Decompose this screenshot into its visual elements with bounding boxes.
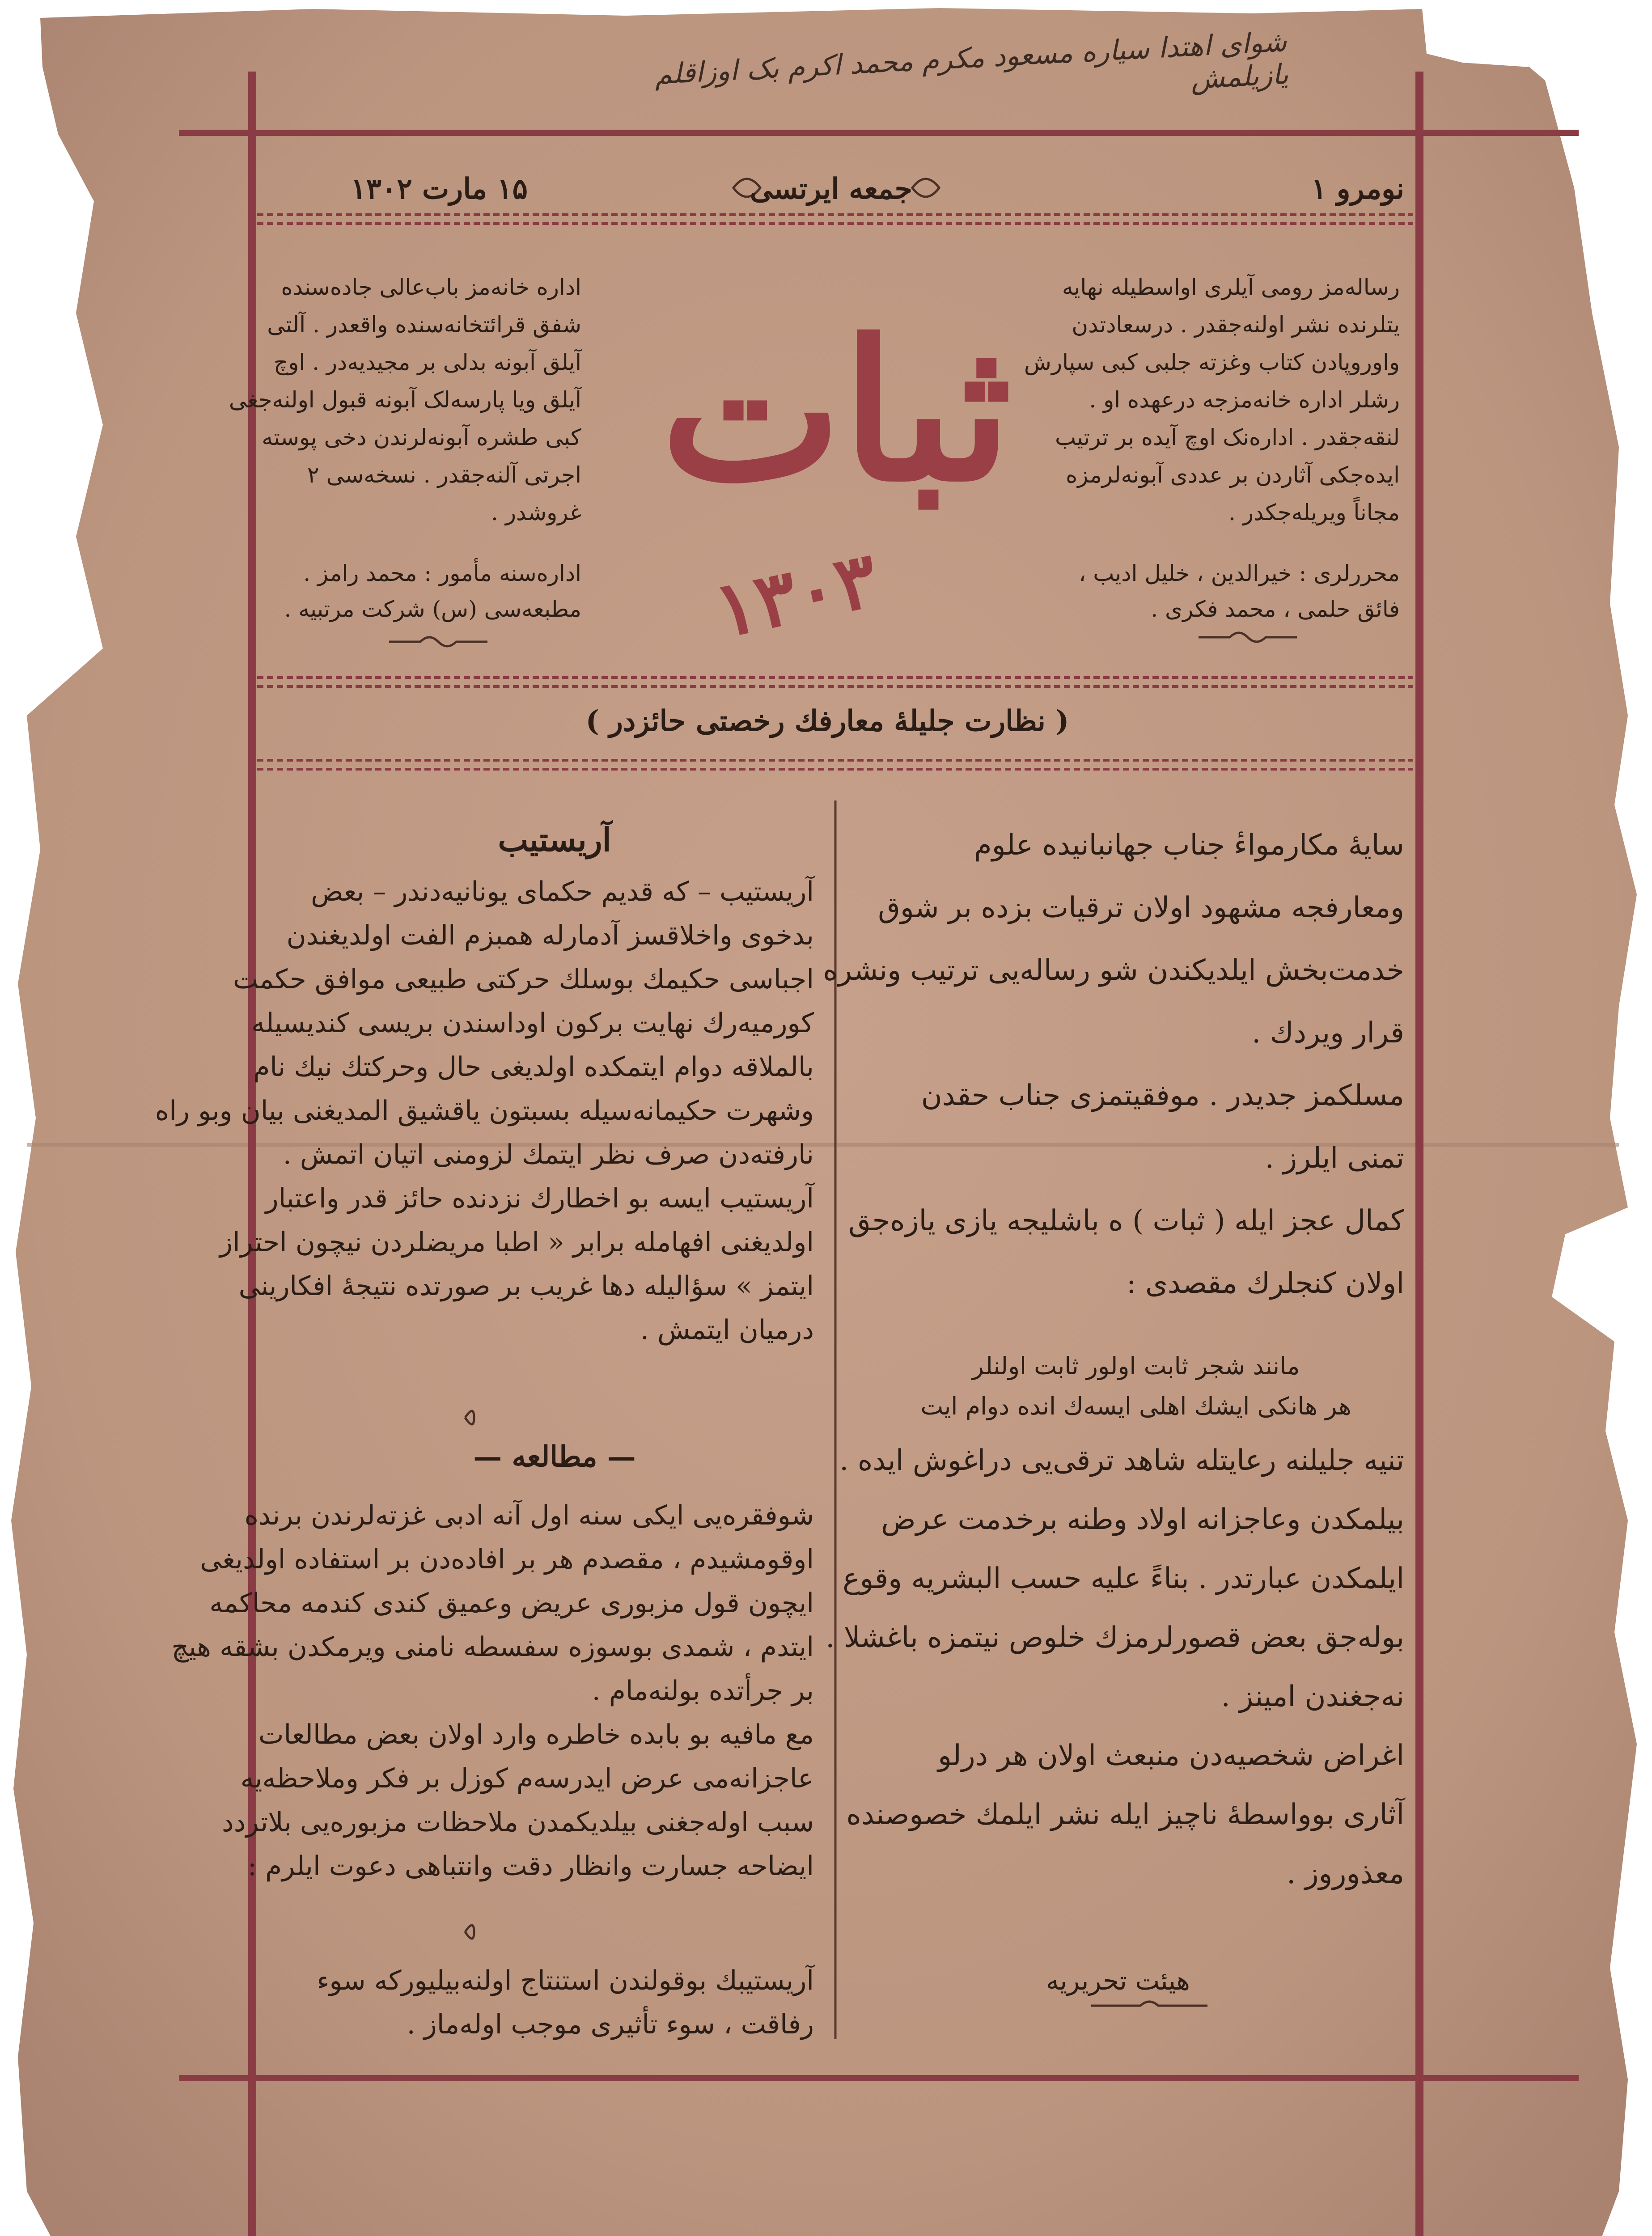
- left-info-line: شفق قرائتخانه‌سنده واقعدر . آلتی: [267, 312, 581, 338]
- text-line: تمنی ایلرز .: [1265, 1142, 1404, 1175]
- text-line: بیلمکدن وعاجزانه اولاد وطنه برخدمت عرض: [881, 1503, 1404, 1536]
- issue-number: نومرو ۱: [1311, 172, 1404, 206]
- right-info-line: مجاناً ویریله‌جکدر .: [1228, 500, 1400, 525]
- right-info-line: لنقه‌جقدر . اداره‌نک اوچ آیده بر ترتیب: [1055, 424, 1400, 450]
- right-info-line: رساله‌مز رومی آیلری اواسطیله نهایه: [1062, 274, 1400, 300]
- text-line: اجباسی حکیمك بوسلك حرکتی طبیعی موافق حکمت: [233, 964, 814, 995]
- editorial-intro: [823, 814, 1404, 1315]
- text-line: درمیان ایتمش .: [640, 1314, 814, 1346]
- editorial-body: [826, 1431, 1404, 1903]
- article-commentary: [171, 1494, 814, 1888]
- text-line: شوفقره‌یی ایکی سنه اول آنه ادبی غزته‌لرندن برنده: [244, 1500, 814, 1531]
- handwritten-note: شوای اهتدا سیاره مسعود مکرم محمد اکرم بک اوزاقلم یازیلمش: [653, 25, 1289, 96]
- verse-line: هر هانکی ایشك اهلی ایسه‌ك انده دوام ایت: [920, 1392, 1351, 1420]
- text-line: اغراض شخصیه‌دن منبعث اولان هر درلو: [938, 1739, 1404, 1772]
- masthead-year: ۱۳۰۳: [707, 534, 885, 656]
- printer-line: مطبعه‌سی (س) شرکت مرتبیه .: [284, 596, 581, 622]
- text-line: ایتدم ، شمدی بوسوزه سفسطه نامنی ویرمکدن بشقه هیچ: [171, 1631, 814, 1663]
- left-info-line: آیلق آبونه بدلی بر مجیدیه‌در . اوچ: [273, 349, 581, 375]
- masthead-title: ثبات: [661, 298, 1012, 524]
- text-line: آریستیب – که قدیم حکمای یونانیه‌دندر – بعض: [311, 876, 814, 907]
- left-info-line: کبی طشره آبونه‌لرندن دخی پوسته: [262, 424, 581, 450]
- text-line: ایتمز » سؤالیله دها غریب بر صورتده نتیجهٔ افکارینی: [238, 1270, 814, 1302]
- text-line: بر جرأتده بولنه‌مام .: [592, 1675, 814, 1707]
- text-line: بوله‌جق بعض قصورلرمزك خلوص نیتمزه باغشلا .: [826, 1621, 1404, 1654]
- section-subtitle: — مطالعه —: [473, 1440, 636, 1474]
- text-line: رفاقت ، سوء تأثیری موجب اوله‌ماز .: [407, 2009, 814, 2040]
- text-line: آریستیبك بوقولندن استنتاج اولنه‌بیلیورکه سوء: [317, 1965, 814, 1996]
- text-line: ایضاحه جسارت وانظار دقت وانتباهی دعوت ایلرم :: [247, 1851, 814, 1882]
- text-line: اولان کنجلرك مقصدی :: [1127, 1267, 1404, 1300]
- text-line: خدمت‌بخش ایلدیکندن شو رساله‌یی ترتیب ونشره: [823, 954, 1404, 987]
- text-line: بدخوی واخلاقسز آدمارله همبزم الفت اولدیغندن: [286, 920, 814, 951]
- right-info-line: ایده‌جکی آثاردن بر عددی آبونه‌لرمزه: [1066, 462, 1400, 488]
- text-line: کورمیه‌رك نهایت برکون اوداسندن بریسی کندیسیله: [251, 1008, 814, 1039]
- article-title: آریستیب: [498, 821, 611, 859]
- editors-line-1: محررلری : خیرالدین ، خلیل ادیب ،: [1079, 560, 1400, 586]
- verse-couplet: [890, 1346, 1382, 1427]
- text-line: بالملاقه دوام ایتمکده اولدیغی حال وحرکتك نیك نام: [253, 1051, 814, 1083]
- article-conclusion: [277, 1959, 814, 2046]
- permission-banner: ( نظارت جلیله‌ٔ معارفك رخصتی حائزدر ): [585, 704, 1069, 738]
- left-info-line: اجرتی آلنه‌جقدر . نسخه‌سی ۲: [307, 462, 581, 488]
- left-info-line: غروشدر .: [491, 500, 581, 525]
- manager-line: اداره‌سنه مأمور : محمد رامز .: [303, 560, 581, 586]
- verse-line: مانند شجر ثابت اولور ثابت اولنلر: [972, 1352, 1300, 1380]
- text-line: سایهٔ مکارمواءٔ جناب جهانبانیده علوم: [974, 829, 1404, 862]
- text-line: اوقومشیدم ، مقصدم هر بر افاده‌دن بر استفاده اولدیغی: [200, 1544, 814, 1575]
- right-info-line: رشلر اداره خانه‌مزجه درعهده او .: [1089, 387, 1400, 413]
- text-line: مسلکمز جدیدر . موفقیتمزی جناب حقدن: [921, 1079, 1404, 1112]
- right-info-line: یتلرنده نشر اولنه‌جقدر . درسعادتدن: [1072, 312, 1400, 338]
- text-line: تنیه جلیلنه رعایتله شاهد ترقی‌یی دراغوش ایده .: [839, 1444, 1404, 1477]
- text-line: سبب اوله‌جغنی بیلدیکمدن ملاحظات مزبوره‌یی بلاتردد: [222, 1807, 814, 1838]
- text-line: اولدیغنی افهامله برابر « اطبا مریضلردن نیچون احتراز: [220, 1227, 814, 1258]
- text-line: معذوروز .: [1286, 1857, 1404, 1890]
- left-info-block: [229, 268, 581, 531]
- editors-line-2: فائق حلمی ، محمد فکری .: [1151, 596, 1400, 622]
- article-aristippus: [155, 870, 814, 1352]
- text-line: ایلمکدن عبارتدر . بناءً علیه حسب البشریه وقوع: [843, 1562, 1404, 1595]
- left-info-line: آیلق ویا پارسه‌لک آبونه قبول اولنه‌جغی: [229, 387, 581, 413]
- text-line: ومعارفجه مشهود اولان ترقیات بزده بر شوق: [878, 891, 1404, 924]
- text-line: قرار ویردك .: [1252, 1016, 1404, 1050]
- text-line: آثاری بوواسطهٔ ناچیز ایله نشر ایلمك خصوصنده: [846, 1798, 1404, 1831]
- text-line: ایچون قول مزبوری عریض وعمیق کندی کندمه محاکمه: [209, 1588, 814, 1619]
- text-line: نارفته‌دن صرف نظر ایتمك لزومنی اتیان اتمش .: [283, 1139, 814, 1170]
- text-line: عاجزانه‌می عرض ایدرسه‌م کوزل بر فکر وملاحظه‌یه: [240, 1763, 814, 1794]
- day-label: جمعه ایرتسی: [750, 172, 912, 206]
- right-info-block: [1024, 268, 1400, 531]
- text-line: وشهرت حکیمانه‌سیله بسبتون یاقشیق المدیغنی بیان وبو راه: [155, 1095, 814, 1126]
- right-info-line: واوروپادن کتاب وغزته جلبی کبی سپارش: [1024, 349, 1400, 375]
- text-line: نه‌جغندن امینز .: [1221, 1680, 1404, 1713]
- left-info-line: اداره خانه‌مز باب‌عالی جاده‌سنده: [281, 274, 581, 300]
- text-line: مع مافیه بو بابده خاطره وارد اولان بعض مطالعات: [258, 1719, 814, 1750]
- text-line: کمال عجز ایله ( ثبات ) ه باشلیجه یازی یازه‌جق: [848, 1204, 1404, 1237]
- text-line: آریستیب ایسه بو اخطارك نزدنده حائز قدر واعتبار: [265, 1183, 814, 1214]
- issue-date: ۱۵ مارت ۱۳۰۲: [351, 172, 528, 206]
- editorial-signature: هیئت تحریریه: [1046, 1965, 1190, 1996]
